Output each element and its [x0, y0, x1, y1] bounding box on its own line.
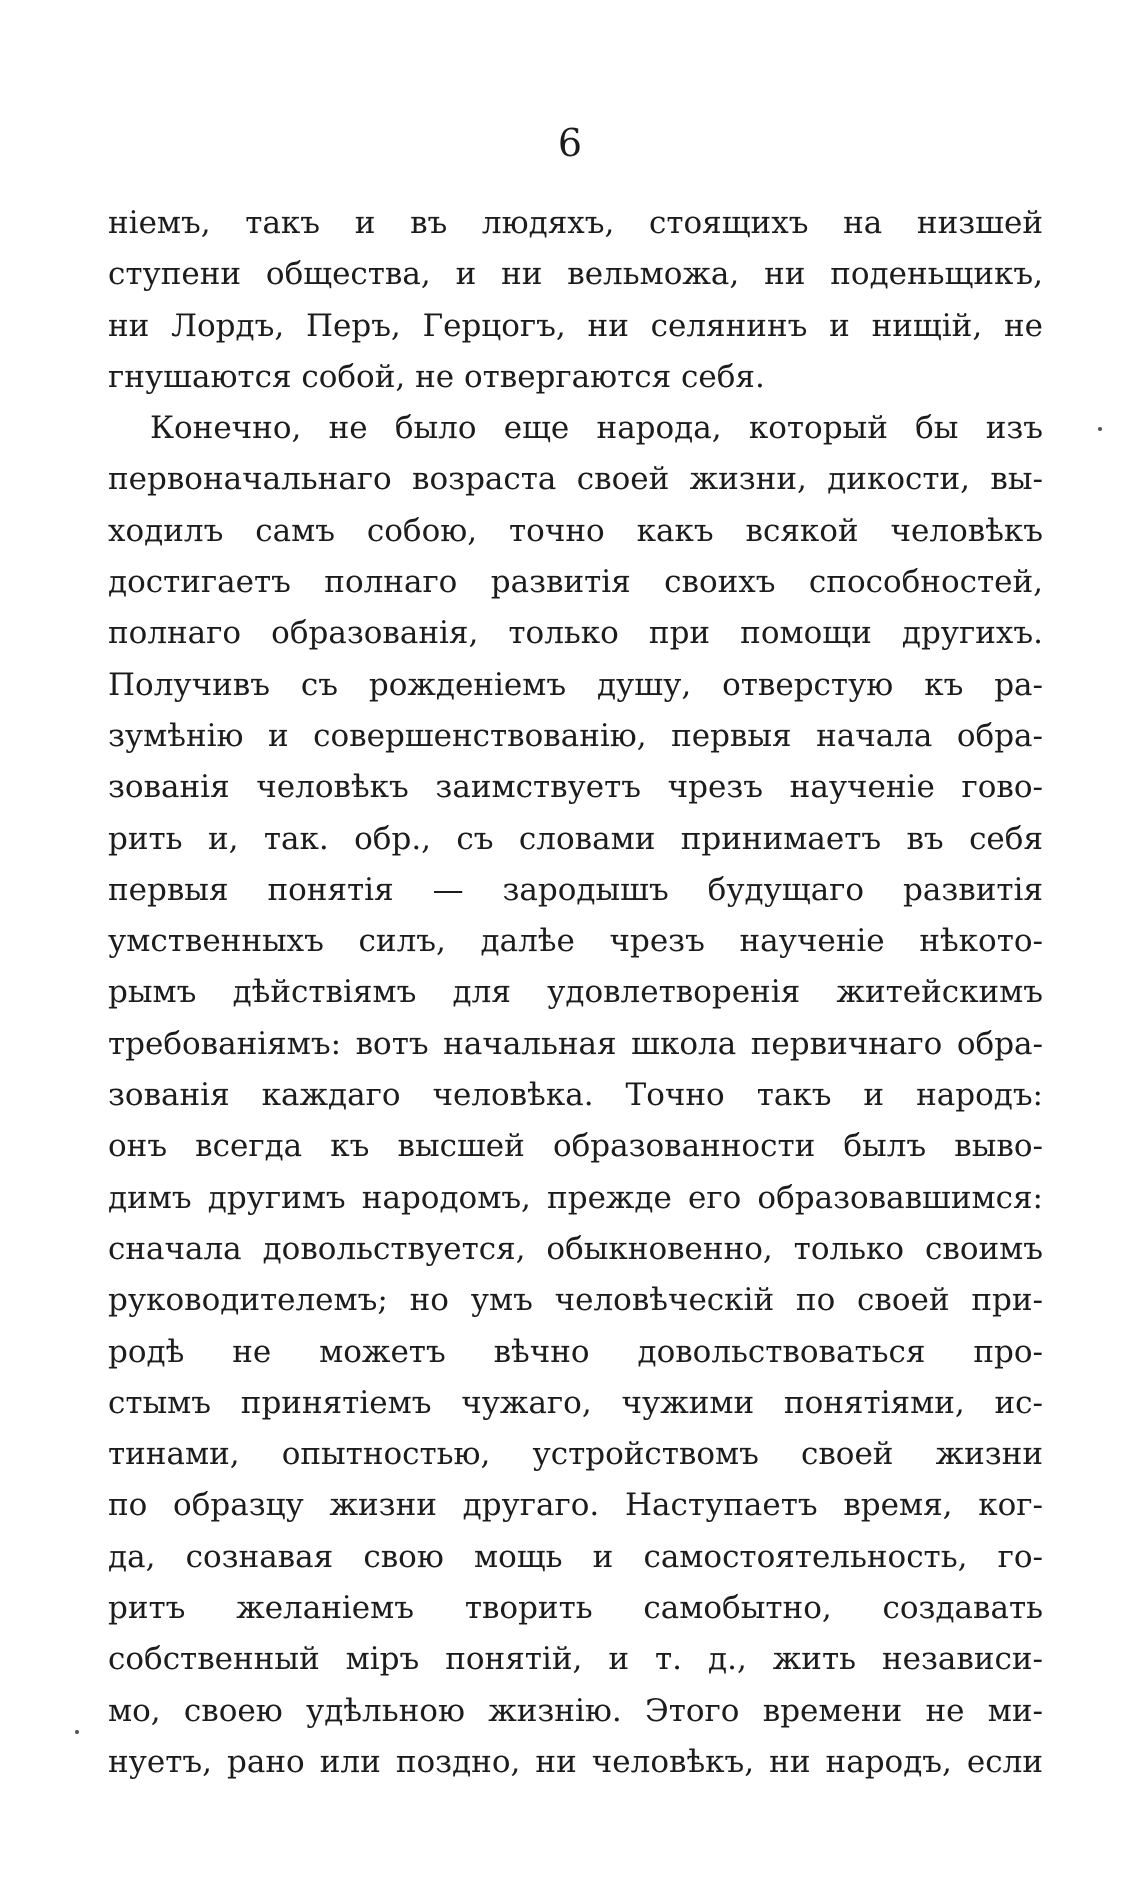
- text-line: сначала довольствуется, обыкновенно, только своимъ: [108, 1230, 1043, 1267]
- text-line: первоначальнаго возраста своей жизни, дикости, вы-: [108, 461, 1043, 498]
- text-line: родѣ не можетъ вѣчно довольствоваться про-: [108, 1333, 1043, 1370]
- text-line: ступени общества, и ни вельможа, ни поденьщикъ,: [108, 256, 1043, 293]
- text-line: зованiя каждаго человѣка. Точно такъ и народъ:: [108, 1077, 1043, 1114]
- text-line: достигаетъ полнаго развитiя своихъ способностей,: [108, 564, 1043, 601]
- paragraph-start-line: Конечно, не было еще народа, который бы изъ: [150, 410, 1043, 447]
- page-number: 6: [557, 121, 583, 165]
- text-line: рить и, так. обр., съ словами принимаетъ въ себя: [108, 820, 1043, 857]
- text-line: Получивъ съ рожденiемъ душу, отверстую къ ра-: [108, 666, 1043, 703]
- text-line: по образцу жизни другаго. Наступаетъ время, ког-: [108, 1487, 1043, 1524]
- text-line: мо, своею удѣльною жизнiю. Этого времени не ми-: [108, 1692, 1043, 1729]
- text-line: зумѣнiю и совершенствованiю, первыя начала обра-: [108, 717, 1043, 754]
- text-line: умственныхъ силъ, далѣе чрезъ наученiе нѣкото-: [108, 923, 1043, 960]
- text-line: онъ всегда къ высшей образованности былъ выво-: [108, 1128, 1043, 1165]
- text-line: собственный мiръ понятiй, и т. д., жить независи-: [108, 1641, 1043, 1678]
- text-line: тинами, опытностью, устройствомъ своей жизни: [108, 1436, 1043, 1473]
- text-line: димъ другимъ народомъ, прежде его образовавшимся:: [108, 1179, 1043, 1216]
- text-line: руководителемъ; но умъ человѣческiй по своей при-: [108, 1282, 1043, 1319]
- text-line: рымъ дѣйствiямъ для удовлетворенiя житейскимъ: [108, 974, 1043, 1011]
- text-line: требованiямъ: вотъ начальная школа первичнаго обра-: [108, 1025, 1043, 1062]
- paper-speck: [75, 1730, 79, 1734]
- text-line: нiемъ, такъ и въ людяхъ, стоящихъ на низшей: [108, 205, 1043, 241]
- body-text: [108, 198, 1043, 1788]
- text-line: ритъ желанiемъ творить самобытно, создавать: [108, 1590, 1043, 1627]
- text-line: полнаго образованiя, только при помощи другихъ.: [108, 615, 1043, 652]
- text-line: стымъ принятiемъ чужаго, чужими понятiями, ис-: [108, 1384, 1043, 1421]
- text-line: нуетъ, рано или поздно, ни человѣкъ, ни народъ, если: [108, 1743, 1043, 1780]
- text-line: первыя понятiя — зародышъ будущаго развитiя: [108, 871, 1043, 908]
- text-line: да, сознавая свою мощь и самостоятельность, го-: [108, 1538, 1043, 1575]
- text-line: ни Лордъ, Перъ, Герцогъ, ни селянинъ и нищiй, не: [108, 307, 1043, 344]
- text-line: гнушаются собой, не отвергаются себя.: [108, 358, 765, 395]
- text-line: ходилъ самъ собою, точно какъ всякой человѣкъ: [108, 512, 1043, 549]
- text-line: зованiя человѣкъ заимствуетъ чрезъ наученiе гово-: [108, 769, 1043, 806]
- paper-speck: [1098, 427, 1102, 431]
